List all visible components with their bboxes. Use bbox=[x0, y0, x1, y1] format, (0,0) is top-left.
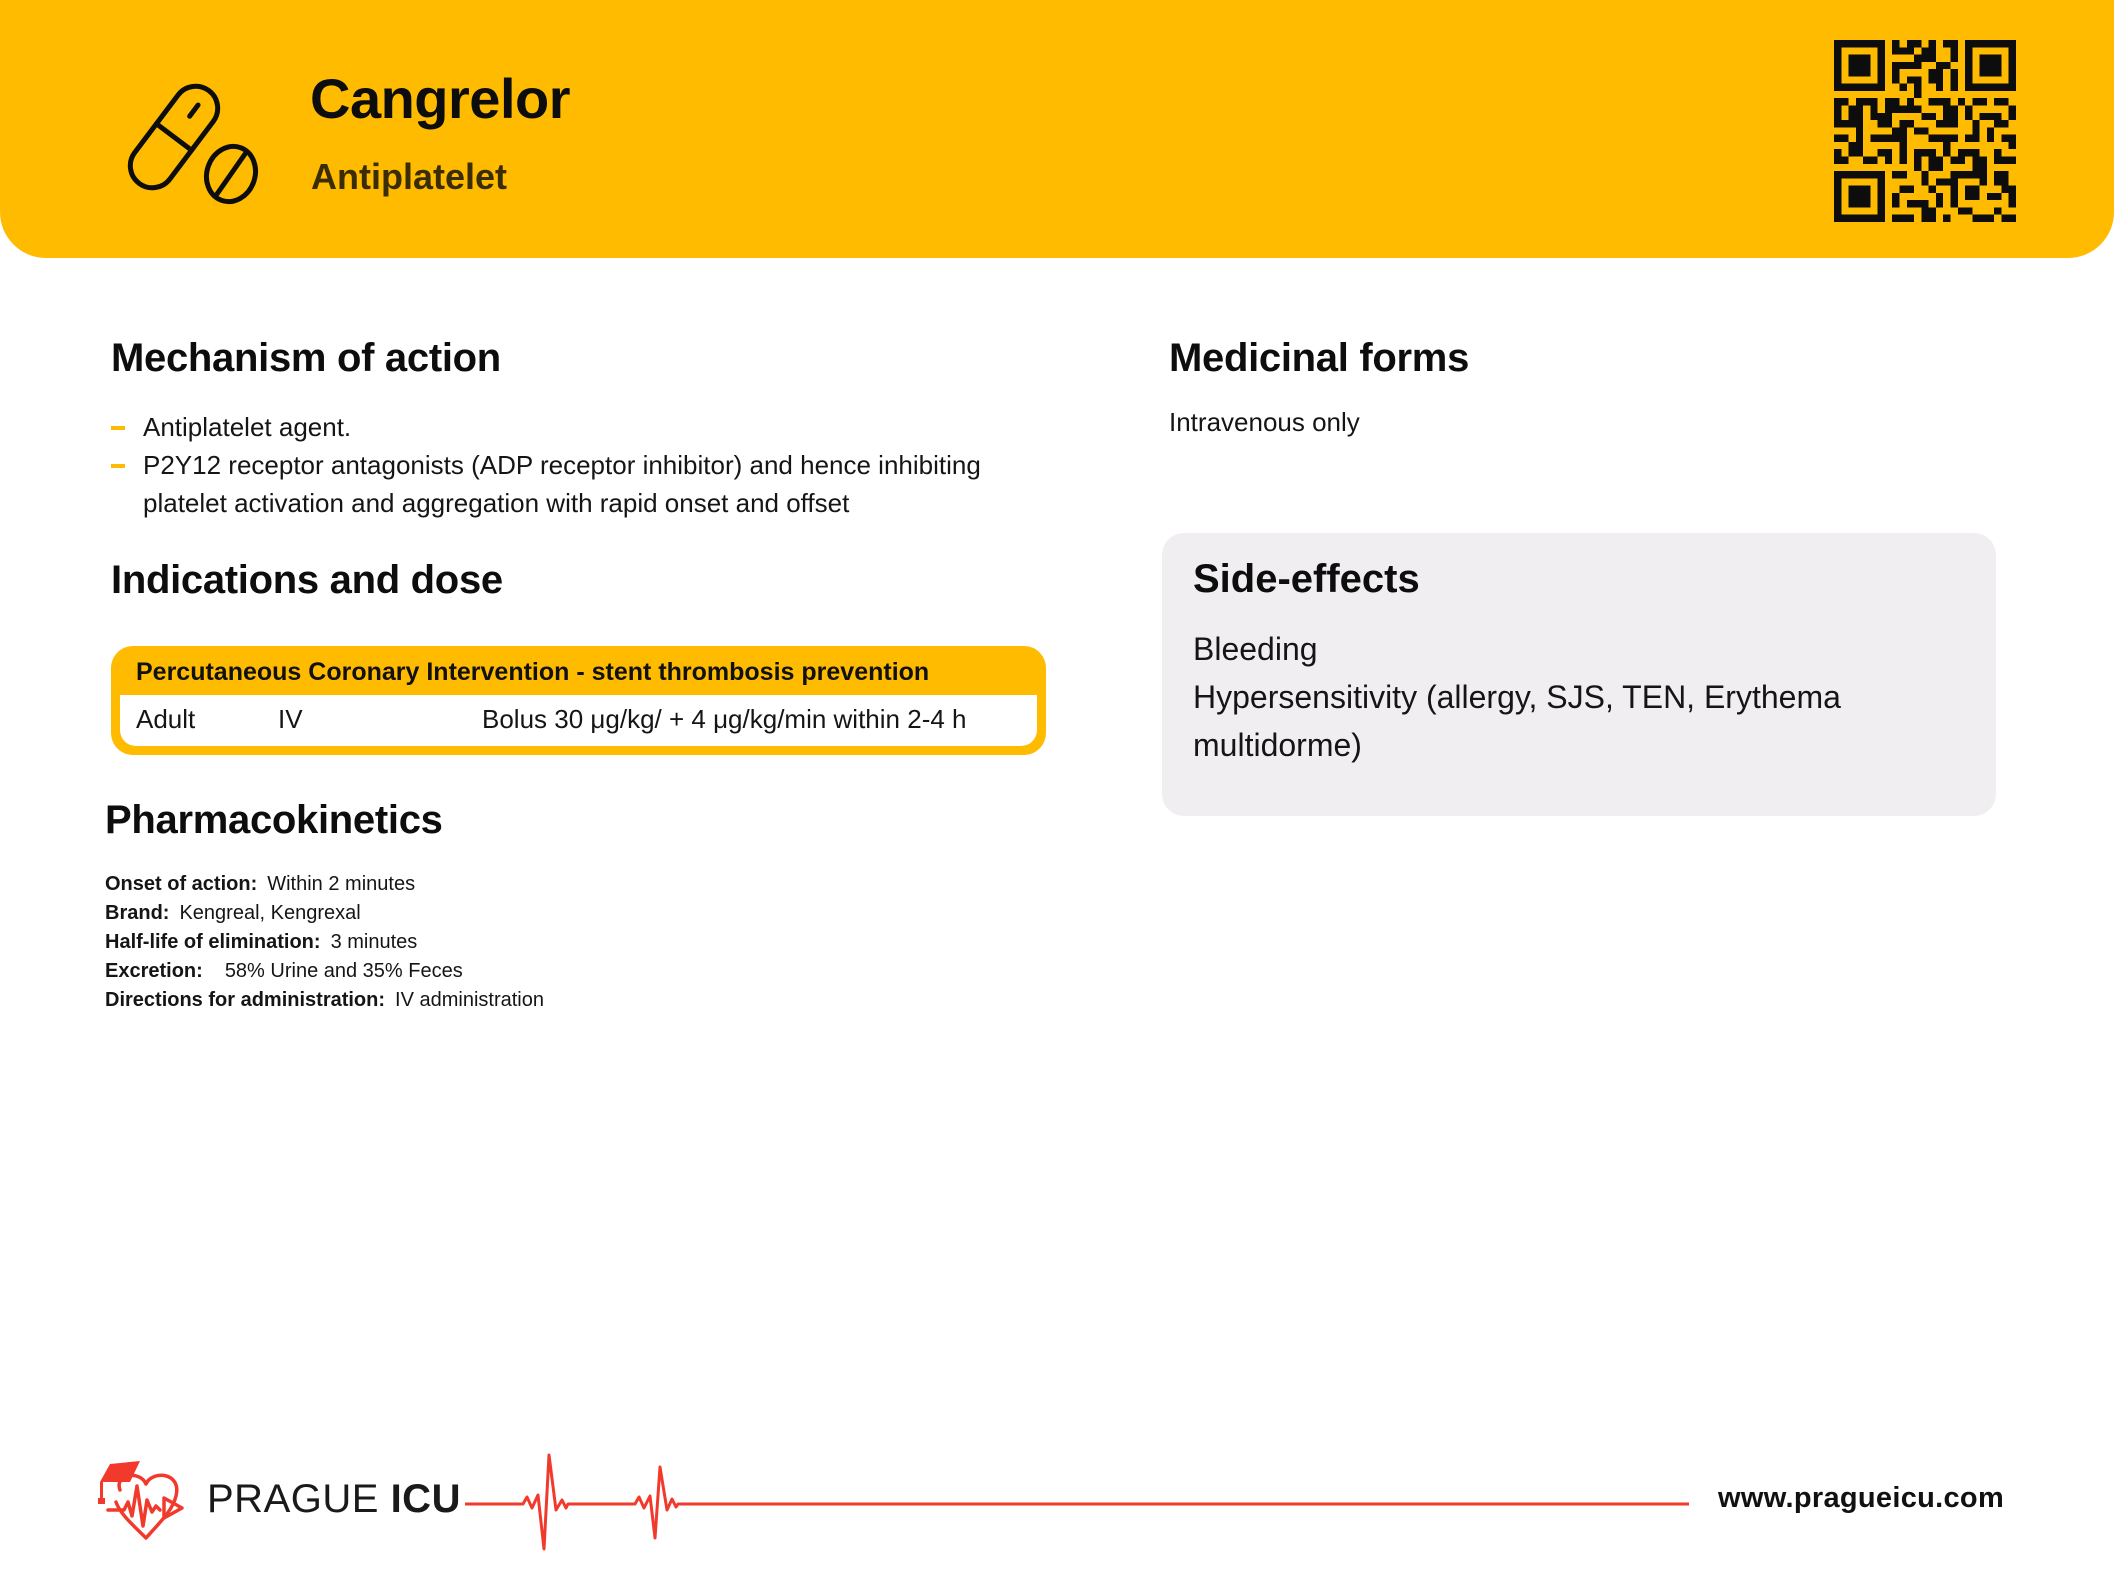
pk-row-half-life bbox=[105, 928, 544, 957]
pk-row-brand bbox=[105, 899, 544, 928]
pk-label: Onset of action: bbox=[105, 873, 258, 895]
pill-capsule-icon bbox=[118, 72, 264, 210]
website-link[interactable]: www.pragueicu.com bbox=[1718, 1482, 2005, 1514]
brand-bold: ICU bbox=[390, 1477, 461, 1521]
indication-title: Percutaneous Coronary Intervention - stent thrombosis prevention bbox=[136, 658, 930, 686]
brand-logo-text bbox=[207, 1477, 461, 1522]
pk-row-directions bbox=[105, 986, 544, 1015]
side-effects-list bbox=[1193, 625, 1953, 769]
mechanism-item-text: P2Y12 receptor antagonists (ADP receptor inhibitor) and hence inhibiting platelet activation and aggregation with rapid onset and offset bbox=[143, 450, 981, 518]
table-row bbox=[120, 695, 1037, 746]
brand-light: PRAGUE bbox=[207, 1477, 379, 1521]
pk-label: Brand: bbox=[105, 902, 170, 924]
mechanism-list bbox=[111, 408, 1011, 522]
pk-label: Excretion: bbox=[105, 960, 203, 982]
dose-table bbox=[111, 646, 1046, 755]
drug-class: Antiplatelet bbox=[311, 156, 508, 197]
pharmacokinetics-list bbox=[105, 870, 544, 1015]
dose-route: IV bbox=[278, 704, 303, 734]
pk-row-onset bbox=[105, 870, 544, 899]
pharmacokinetics-heading: Pharmacokinetics bbox=[105, 798, 443, 842]
indications-heading: Indications and dose bbox=[111, 558, 503, 602]
header-banner bbox=[0, 0, 2114, 258]
side-effects-heading: Side-effects bbox=[1193, 557, 1420, 601]
pk-value: 58% Urine and 35% Feces bbox=[224, 960, 463, 982]
side-effect-item: Hypersensitivity (allergy, SJS, TEN, Erythema multidorme) bbox=[1193, 679, 1841, 763]
bullet-dash-icon bbox=[111, 426, 125, 430]
mechanism-heading: Mechanism of action bbox=[111, 336, 501, 380]
list-item bbox=[111, 446, 1011, 522]
side-effects-panel bbox=[1162, 533, 1996, 816]
pk-value: Kengreal, Kengrexal bbox=[179, 902, 361, 924]
mechanism-item-text: Antiplatelet agent. bbox=[143, 412, 352, 442]
pk-value: IV administration bbox=[395, 989, 544, 1011]
qr-code-icon[interactable] bbox=[1834, 40, 2016, 222]
list-item bbox=[111, 408, 1011, 446]
medicinal-forms-heading: Medicinal forms bbox=[1169, 336, 1470, 380]
pk-label: Directions for administration: bbox=[105, 989, 386, 1011]
pk-value: Within 2 minutes bbox=[267, 873, 416, 895]
medicinal-forms-text: Intravenous only bbox=[1169, 407, 1360, 437]
side-effect-item: Bleeding bbox=[1193, 631, 1318, 667]
dose-population: Adult bbox=[136, 704, 196, 734]
dose-value: Bolus 30 μg/kg/ + 4 μg/kg/min within 2-4 h bbox=[482, 704, 967, 734]
pk-label: Half-life of elimination: bbox=[105, 931, 321, 953]
pk-row-excretion bbox=[105, 957, 544, 986]
drug-name: Cangrelor bbox=[310, 67, 570, 130]
heart-ecg-graduation-cap-icon bbox=[90, 1460, 195, 1545]
bullet-dash-icon bbox=[111, 464, 125, 468]
pk-value: 3 minutes bbox=[330, 931, 418, 953]
ecg-line-icon bbox=[460, 1450, 1700, 1555]
